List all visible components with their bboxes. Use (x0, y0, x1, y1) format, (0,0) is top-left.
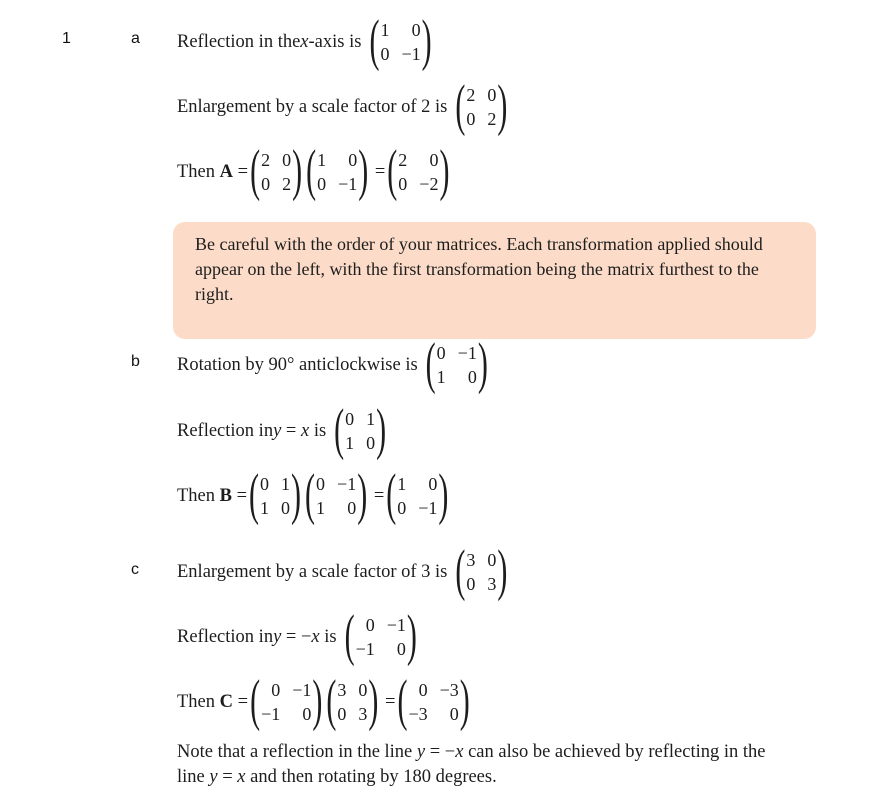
a-enlargement-line (177, 74, 509, 138)
matrix-entry: 0 (261, 174, 271, 194)
matrix-rotation-90 (425, 332, 488, 396)
matrix-entry: 1 (317, 150, 327, 170)
matrix-entry: −1 (401, 44, 421, 64)
matrix-entry: = (237, 691, 249, 712)
matrix-reflection-yx (334, 398, 387, 462)
right-bracket: ) (438, 463, 449, 527)
matrix-entry: 3 (466, 550, 476, 570)
matrix-entry: = (385, 691, 396, 712)
matrix-entry: 0 (466, 109, 476, 129)
matrix-entry: = − (425, 742, 456, 762)
matrix-entry: −3 (439, 680, 459, 700)
matrix-entry: 0 (449, 704, 459, 724)
matrix-entry: 1 (316, 498, 326, 518)
matrix-entry: 0 (347, 498, 357, 518)
matrix-entry: 0 (428, 474, 438, 494)
left-bracket: ( (334, 398, 345, 462)
matrix-entry: y (273, 420, 282, 441)
left-bracket: ( (249, 463, 260, 527)
matrix-entry: 1 (436, 367, 446, 387)
matrix-reflection-yx-product (249, 463, 302, 527)
matrix-entry: y (416, 742, 426, 762)
right-bracket: ) (291, 463, 302, 527)
b-reflection-line (177, 398, 388, 462)
left-bracket: ( (386, 463, 397, 527)
right-bracket: ) (477, 332, 488, 396)
matrix-entry: 0 (365, 615, 375, 635)
matrix-entry: 1 (260, 498, 270, 518)
a-result-line (177, 139, 451, 203)
right-bracket: ) (497, 539, 508, 603)
matrix-entry: Reflection in (177, 626, 274, 647)
a-l1-rest: -axis is (308, 31, 362, 52)
matrix-entry: 1 (281, 474, 291, 494)
matrix-entry: −1 (261, 704, 281, 724)
matrix-entry: x (237, 767, 246, 787)
matrix-entry: −1 (457, 343, 477, 363)
matrix-entry: 0 (348, 150, 358, 170)
matrix-entry: x (311, 626, 320, 647)
left-bracket: ( (455, 74, 466, 138)
matrix-entry: 0 (467, 367, 477, 387)
matrix-entry: 0 (429, 150, 439, 170)
left-bracket: ( (250, 139, 261, 203)
matrix-entry: 0 (282, 150, 292, 170)
matrix-entry: 0 (418, 680, 428, 700)
matrix-entry: 0 (271, 680, 281, 700)
matrix-reflection-x (369, 9, 432, 73)
final-note-line-2 (177, 765, 497, 790)
matrix-entry: is (319, 626, 337, 647)
matrix-entry: 1 (397, 474, 407, 494)
left-bracket: ( (305, 463, 316, 527)
matrix-reflection-neg-yx (344, 604, 417, 668)
matrix-entry: = (237, 161, 249, 182)
matrix-entry: 2 (282, 174, 292, 194)
matrix-entry: 1 (366, 409, 376, 429)
b-l1-text: Rotation by 90° anticlockwise is (177, 354, 418, 375)
matrix-entry: 1 (345, 433, 355, 453)
matrix-entry: line (177, 767, 210, 787)
matrix-entry: 0 (487, 550, 497, 570)
matrix-entry: 0 (366, 433, 376, 453)
matrix-a-symbol: A (219, 161, 234, 182)
matrix-entry: and then rotating by 180 degrees. (245, 767, 497, 787)
matrix-enlargement-2 (455, 74, 508, 138)
matrix-entry: x (455, 742, 464, 762)
matrix-entry: is (309, 420, 327, 441)
matrix-reflection-x-product (306, 139, 369, 203)
matrix-entry: −1 (338, 174, 358, 194)
matrix-entry: = (281, 420, 301, 441)
matrix-entry: Then (177, 691, 216, 712)
left-bracket: ( (306, 139, 317, 203)
matrix-entry: = (373, 485, 385, 506)
right-bracket: ) (357, 463, 368, 527)
final-note-line-1 (177, 740, 766, 765)
matrix-b-symbol: B (219, 485, 232, 506)
matrix-entry: Note that a reflection in the line (177, 742, 417, 762)
matrix-c-result (397, 669, 470, 733)
c-result-line (177, 669, 472, 733)
matrix-a-result (387, 139, 450, 203)
matrix-entry: 0 (337, 704, 347, 724)
matrix-enlargement-2-product (250, 139, 303, 203)
matrix-entry: can also be achieved by reflecting in the (463, 742, 766, 762)
matrix-entry: 0 (317, 174, 327, 194)
a-l1-text: Reflection in the (177, 31, 301, 52)
matrix-entry: 3 (337, 680, 347, 700)
matrix-entry: 0 (398, 174, 408, 194)
matrix-entry: 0 (396, 639, 406, 659)
b-result-line (177, 463, 450, 527)
right-bracket: ) (439, 139, 450, 203)
matrix-entry: 2 (487, 109, 497, 129)
matrix-entry: 0 (316, 474, 326, 494)
order-tip-note: Be careful with the order of your matrices. Each transformation applied should appear on the left, with the first transformation being the matrix furthest to the right. (173, 222, 816, 339)
part-a-label: a (131, 30, 140, 47)
matrix-entry: 0 (397, 498, 407, 518)
a-l1-var: x (300, 31, 309, 52)
matrix-entry: −3 (408, 704, 428, 724)
left-bracket: ( (387, 139, 398, 203)
b-rotation-line (177, 332, 490, 396)
left-bracket: ( (250, 669, 261, 733)
matrix-entry: −1 (418, 498, 438, 518)
matrix-entry: Reflection in (177, 420, 274, 441)
left-bracket: ( (455, 539, 466, 603)
right-bracket: ) (406, 604, 417, 668)
matrix-entry: 2 (466, 85, 476, 105)
matrix-entry: −1 (292, 680, 312, 700)
matrix-entry: = − (281, 626, 312, 647)
matrix-entry: 0 (436, 343, 446, 363)
matrix-entry: Then (177, 485, 216, 506)
right-bracket: ) (497, 74, 508, 138)
matrix-enlargement-3 (455, 539, 508, 603)
matrix-entry: 0 (345, 409, 355, 429)
matrix-entry: y (273, 626, 282, 647)
matrix-entry: 0 (411, 20, 421, 40)
matrix-entry: −2 (419, 174, 439, 194)
matrix-c-symbol: C (219, 691, 234, 712)
right-bracket: ) (368, 669, 379, 733)
right-bracket: ) (459, 669, 470, 733)
matrix-entry: 2 (261, 150, 271, 170)
left-bracket: ( (425, 332, 436, 396)
c-enlargement-line (177, 539, 509, 603)
part-b-label: b (131, 353, 140, 370)
matrix-entry: 3 (358, 704, 368, 724)
matrix-entry: Enlargement by a scale factor of 3 is (177, 561, 448, 582)
left-bracket: ( (326, 669, 337, 733)
a-reflection-line (177, 9, 434, 73)
matrix-entry: = (374, 161, 386, 182)
matrix-entry: y (209, 767, 218, 787)
right-bracket: ) (421, 9, 432, 73)
matrix-entry: 0 (260, 474, 270, 494)
matrix-entry: x (300, 420, 310, 441)
matrix-entry: 0 (487, 85, 497, 105)
a-l2-text: Enlargement by a scale factor of 2 is (177, 96, 448, 117)
part-c-label: c (131, 561, 139, 578)
c-reflection-line (177, 604, 419, 668)
left-bracket: ( (397, 669, 408, 733)
matrix-entry: −1 (337, 474, 357, 494)
matrix-entry: −1 (386, 615, 406, 635)
right-bracket: ) (376, 398, 387, 462)
matrix-entry: 0 (281, 498, 291, 518)
matrix-entry: 0 (466, 574, 476, 594)
a-then: Then (177, 161, 216, 182)
right-bracket: ) (292, 139, 303, 203)
matrix-entry: −1 (355, 639, 375, 659)
question-number: 1 (62, 30, 71, 47)
matrix-entry: 0 (380, 44, 390, 64)
matrix-entry: 3 (487, 574, 497, 594)
matrix-entry: = (236, 485, 248, 506)
matrix-b-result (386, 463, 449, 527)
matrix-entry: 0 (358, 680, 368, 700)
right-bracket: ) (312, 669, 323, 733)
matrix-entry: 1 (380, 20, 390, 40)
matrix-entry: 0 (302, 704, 312, 724)
left-bracket: ( (369, 9, 380, 73)
matrix-reflection-neg-product (250, 669, 323, 733)
matrix-enlargement-3-product (326, 669, 379, 733)
matrix-entry: = (217, 767, 238, 787)
left-bracket: ( (344, 604, 355, 668)
matrix-entry: 2 (398, 150, 408, 170)
right-bracket: ) (358, 139, 369, 203)
matrix-rotation-product (305, 463, 368, 527)
